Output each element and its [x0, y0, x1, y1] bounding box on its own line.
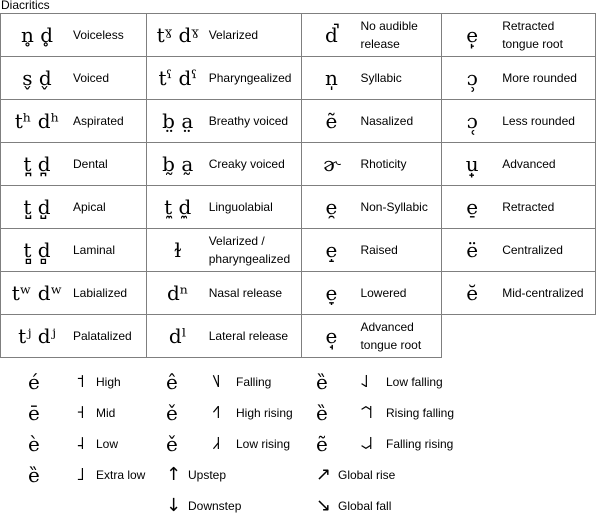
diacritic-label: Centralized [502, 243, 563, 257]
table-row [1, 14, 596, 57]
tone-example: ẽ [316, 432, 328, 456]
diacritic-cell [442, 57, 596, 100]
diacritic-cell [1, 186, 147, 229]
tone-example: ȅ [28, 463, 40, 487]
diacritics-table [0, 13, 596, 358]
tone-example: ê [166, 370, 178, 394]
diacritic-label: Nasal release [208, 286, 283, 300]
diacritic-cell [442, 14, 596, 57]
tone-example: é [28, 370, 40, 394]
diacritic-symbol: ɚ [323, 152, 340, 176]
diacritic-cell [146, 14, 302, 57]
diacritic-cell [442, 100, 596, 143]
tone-example: ȅ [316, 370, 328, 394]
diacritic-symbol: n̥ d̥ [20, 23, 54, 47]
diacritic-symbol: t̼ d̼ [164, 195, 192, 219]
table-row [1, 143, 596, 186]
diacritic-symbol: ɔ̹ [466, 66, 478, 90]
diacritic-cell [1, 57, 147, 100]
tone-example: ē [28, 401, 40, 425]
diacritic-cell [302, 186, 442, 229]
diacritic-symbol: t̺ d̺ [23, 195, 51, 219]
diacritic-label: Advanced tongue root [360, 320, 422, 352]
diacritic-cell [146, 229, 302, 272]
table-row [1, 229, 596, 272]
tone-arrow-icon: ↑ [166, 464, 182, 485]
diacritic-label: Rhoticity [360, 157, 407, 171]
diacritic-symbol: dˡ [168, 324, 187, 348]
diacritic-label: No audible release [360, 19, 418, 51]
diacritic-label: Raised [360, 243, 398, 257]
diacritic-cell [442, 143, 596, 186]
diacritic-label: Less rounded [502, 114, 575, 128]
tone-letter-icon: ˦ [76, 371, 85, 392]
tone-letter-icon: ˨ [76, 433, 85, 454]
tone-label: Low falling [386, 375, 443, 389]
table-row [1, 315, 596, 358]
diacritic-label: Pharyngealized [208, 71, 292, 85]
tone-arrow-icon: ↗ [316, 464, 332, 485]
diacritic-symbol: e̯ [325, 195, 338, 219]
diacritic-symbol: b̰ a̰ [162, 152, 194, 176]
tone-example: ě [166, 401, 178, 425]
tone-arrow-icon: ↘ [316, 495, 332, 516]
diacritic-symbol: e̝ [325, 238, 338, 262]
tone-label: Extra low [96, 468, 146, 482]
diacritic-symbol: ĕ [466, 281, 479, 305]
tone-example: è [28, 432, 40, 456]
tone-label: Low [96, 437, 119, 451]
diacritic-cell [146, 315, 302, 358]
diacritic-cell [302, 14, 442, 57]
diacritic-label: Palatalized [73, 329, 132, 343]
diacritic-symbol: s̬ d̬ [22, 66, 52, 90]
diacritic-symbol: t̻ d̻ [23, 238, 51, 262]
diacritic-cell [302, 143, 442, 186]
diacritic-cell [146, 143, 302, 186]
diacritic-symbol: e̞ [325, 281, 338, 305]
diacritic-cell [302, 57, 442, 100]
diacritic-cell [146, 100, 302, 143]
diacritic-symbol: e̠ [466, 195, 479, 219]
diacritic-cell [302, 272, 442, 315]
diacritic-cell [1, 272, 147, 315]
diacritic-symbol: e̘ [325, 324, 338, 348]
tone-letter-icon: ˦˥˦ [360, 402, 374, 423]
diacritic-label: Labialized [73, 286, 128, 300]
diacritic-cell [442, 272, 596, 315]
diacritic-symbol: tʰ dʰ [14, 109, 60, 133]
diacritic-symbol: n̩ [325, 66, 338, 90]
diacritic-label: Mid-centralized [502, 286, 584, 300]
diacritic-symbol: tʲ dʲ [18, 324, 56, 348]
tone-label: Rising falling [386, 406, 455, 420]
empty-cell [442, 315, 596, 358]
tone-label: High [96, 375, 121, 389]
tone-label: Upstep [188, 468, 227, 482]
diacritic-symbol: u̟ [465, 152, 479, 176]
tone-example: ě [166, 432, 178, 456]
tone-letter-icon: ˩ [76, 464, 85, 485]
table-row [1, 57, 596, 100]
diacritic-label: More rounded [502, 71, 577, 85]
diacritic-cell [1, 14, 147, 57]
diacritic-cell [1, 143, 147, 186]
tone-label: Mid [96, 406, 116, 420]
diacritic-symbol: ë [466, 238, 479, 262]
diacritic-symbol: dⁿ [166, 281, 189, 305]
diacritic-symbol: tˠ dˠ [156, 23, 199, 47]
diacritic-label: Velarized / pharyngealized [208, 234, 291, 266]
tone-label: High rising [236, 406, 293, 420]
tone-letter-icon: ˨˩ [360, 371, 369, 392]
tone-example: ȅ [316, 401, 328, 425]
diacritic-cell [302, 229, 442, 272]
diacritic-symbol: b̤ a̤ [162, 109, 194, 133]
table-row [1, 100, 596, 143]
tone-letter-icon: ˨˩˨ [360, 433, 374, 454]
diacritic-label: Retracted tongue root [502, 19, 563, 51]
diacritic-symbol: e̙ [466, 23, 479, 47]
diacritic-cell [1, 315, 147, 358]
diacritic-label: Lateral release [208, 329, 289, 343]
diacritic-label: Nasalized [360, 114, 414, 128]
diacritic-label: Retracted [502, 200, 555, 214]
table-row [1, 272, 596, 315]
diacritic-cell [1, 100, 147, 143]
diacritic-label: Laminal [73, 243, 116, 257]
diacritic-symbol: d̚ [325, 23, 338, 47]
diacritic-label: Voiced [73, 71, 110, 85]
diacritic-cell [1, 229, 147, 272]
tone-letter-icon: ˧˥ [212, 402, 221, 423]
diacritic-label: Creaky voiced [208, 157, 285, 171]
tone-marks-section [0, 367, 596, 517]
diacritic-cell [146, 272, 302, 315]
tone-letter-icon: ˧ [76, 402, 85, 423]
diacritic-label: Dental [73, 157, 108, 171]
diacritic-label: Non-Syllabic [360, 200, 428, 214]
diacritic-cell [442, 186, 596, 229]
tone-row [0, 367, 596, 397]
tone-row [0, 460, 596, 490]
diacritic-label: Apical [73, 200, 106, 214]
tone-row [0, 429, 596, 459]
tone-row [0, 398, 596, 428]
tone-arrow-icon: ↓ [166, 495, 182, 516]
diacritic-symbol: tʷ dʷ [11, 281, 63, 305]
diacritic-label: Voiceless [73, 28, 124, 42]
table-row [1, 186, 596, 229]
diacritic-symbol: ɔ̜ [466, 109, 478, 133]
diacritic-symbol: ẽ [325, 109, 338, 133]
diacritic-symbol: tˤ dˤ [158, 66, 197, 90]
diacritic-symbol: ɫ [173, 238, 182, 262]
diacritic-cell [302, 100, 442, 143]
diacritic-cell [302, 315, 442, 358]
tone-label: Low rising [236, 437, 291, 451]
diacritic-cell [146, 186, 302, 229]
diacritic-cell [146, 57, 302, 100]
diacritic-label: Breathy voiced [208, 114, 289, 128]
diacritic-label: Lowered [360, 286, 407, 300]
diacritic-label: Velarized [208, 28, 259, 42]
tone-label: Falling rising [386, 437, 454, 451]
diacritic-symbol: t̪ d̪ [23, 152, 51, 176]
tone-label: Global fall [338, 499, 392, 513]
tone-label: Downstep [188, 499, 242, 513]
table-caption: Diacritics [1, 0, 50, 12]
tone-label: Falling [236, 375, 272, 389]
diacritic-label: Aspirated [73, 114, 124, 128]
diacritic-label: Syllabic [360, 71, 402, 85]
tone-letter-icon: ˥˩ [212, 371, 221, 392]
diacritic-label: Linguolabial [208, 200, 273, 214]
diacritic-cell [442, 229, 596, 272]
tone-letter-icon: ˩˧ [212, 433, 221, 454]
diacritic-label: Advanced [502, 157, 556, 171]
tone-label: Global rise [338, 468, 396, 482]
